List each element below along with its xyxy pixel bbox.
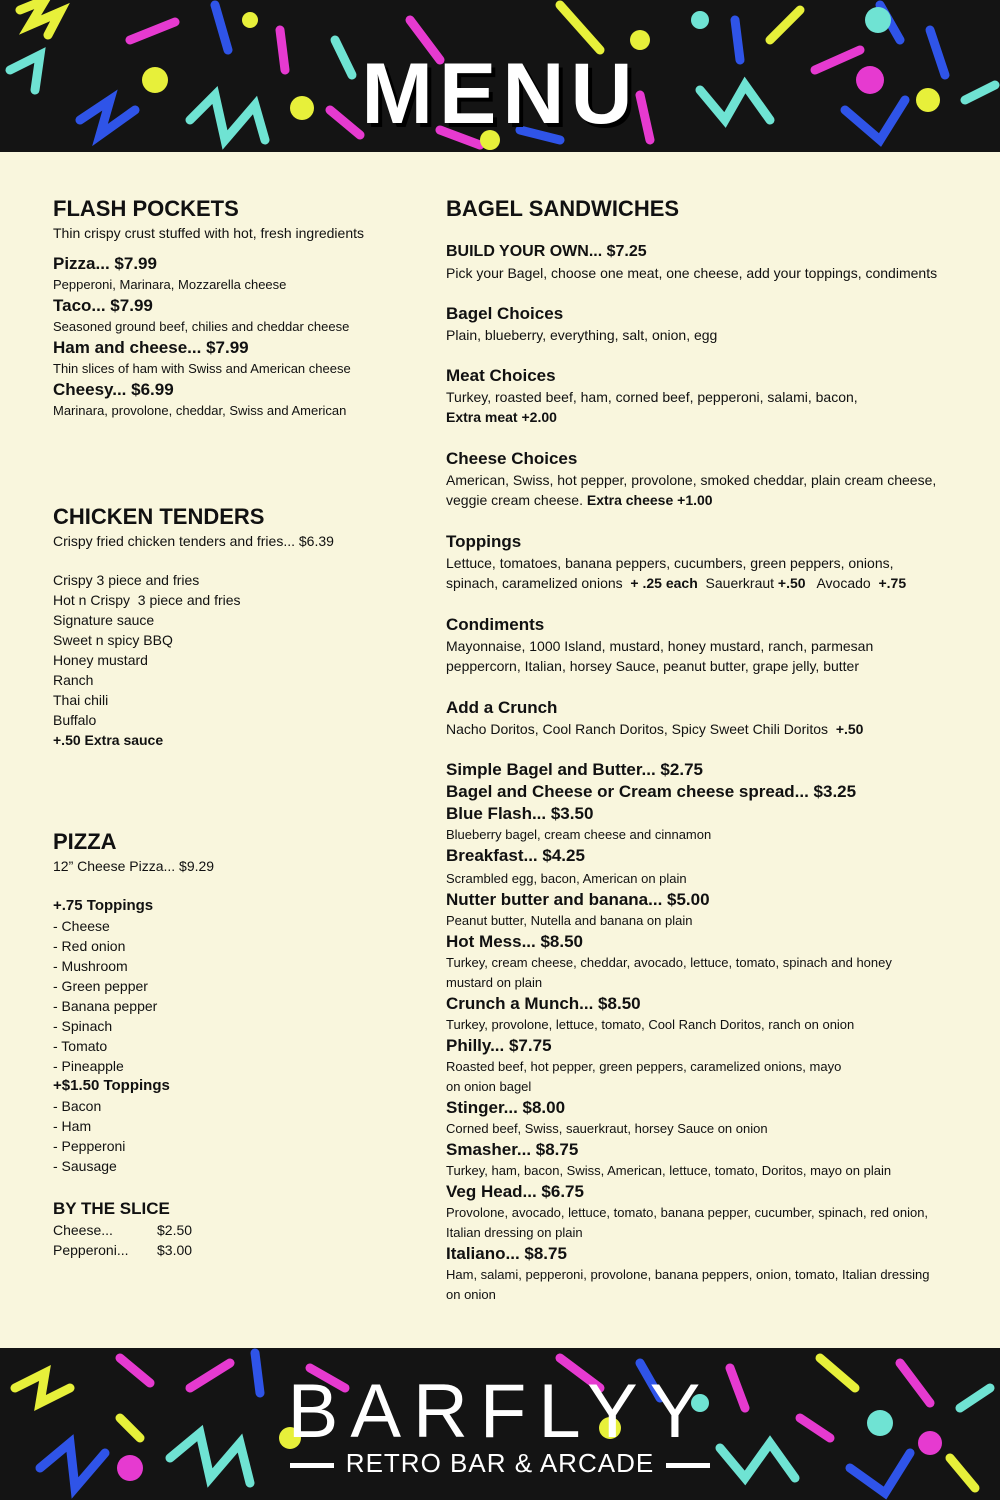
special-desc: Blueberry bagel, cream cheese and cinnamon [446, 827, 712, 842]
slice-row [53, 1240, 413, 1260]
special-desc: on onion [446, 1287, 496, 1302]
special-desc: Turkey, cream cheese, cheddar, avocado, lettuce, tomato, spinach and honey [446, 955, 892, 970]
list-item: - Spinach [53, 1018, 113, 1034]
crunch-text: Nacho Doritos, Cool Ranch Doritos, Spicy Sweet Chili Doritos [446, 721, 832, 737]
special-desc: Italian dressing on plain [446, 1225, 583, 1240]
section-title: CHICKEN TENDERS [53, 504, 265, 529]
menu-item-name: Cheesy... $6.99 [53, 380, 174, 399]
list-item: - Cheese [53, 918, 110, 934]
cheese-choices-desc-2 [446, 490, 976, 510]
header-banner [0, 0, 1000, 152]
list-item: - Ham [53, 1118, 92, 1134]
extra-cheese-price: Extra cheese +1.00 [586, 492, 713, 508]
special-desc: Provolone, avocado, lettuce, tomato, banana pepper, cucumber, spinach, red onion, [446, 1205, 929, 1220]
avocado-label: Avocado [805, 575, 875, 591]
list-item: - Red onion [53, 938, 126, 954]
special-name: Veg Head... $6.75 [446, 1182, 584, 1201]
section-title: PIZZA [53, 829, 117, 854]
by-the-slice-title: BY THE SLICE [53, 1199, 170, 1218]
special-desc: Roasted beef, hot pepper, green peppers, caramelized onions, mayo [446, 1059, 842, 1074]
special-desc: Corned beef, Swiss, sauerkraut, horsey Sauce on onion [446, 1121, 768, 1136]
extra-sauce-note: +.50 Extra sauce [53, 732, 164, 748]
special-name: Blue Flash... $3.50 [446, 804, 594, 823]
menu-item-name: Taco... $7.99 [53, 296, 153, 315]
slice-price: $3.00 [157, 1242, 193, 1258]
special-desc: Scrambled egg, bacon, American on plain [446, 871, 687, 886]
menu-item-name: Ham and cheese... $7.99 [53, 338, 249, 357]
section-subtitle: 12” Cheese Pizza... $9.29 [53, 858, 215, 874]
special-name: Italiano... $8.75 [446, 1244, 567, 1263]
special-name: Breakfast... $4.25 [446, 846, 585, 865]
build-your-own-desc: Pick your Bagel, choose one meat, one cheese, add your toppings, condiments [446, 265, 938, 281]
brand-logo: BARFLYY [287, 1369, 713, 1454]
special-name: Hot Mess... $8.50 [446, 932, 584, 951]
special-desc: mustard on plain [446, 975, 543, 990]
special-desc: Ham, salami, pepperoni, provolone, banana peppers, onion, tomato, Italian dressing [446, 1267, 930, 1282]
brand-tagline-wrap [0, 1448, 1000, 1478]
section-subtitle: Thin crispy crust stuffed with hot, fresh ingredients [53, 225, 364, 241]
list-item: - Banana pepper [53, 998, 158, 1014]
special-name: Crunch a Munch... $8.50 [446, 994, 641, 1013]
list-item: Thai chili [53, 692, 109, 708]
chicken-tenders-section [53, 503, 413, 750]
pizza-section [53, 828, 413, 1260]
add-crunch-title: Add a Crunch [446, 698, 558, 717]
list-item: - Tomato [53, 1038, 108, 1054]
extra-meat-price: Extra meat +2.00 [446, 409, 557, 425]
sauerkraut-price: +.50 [774, 575, 806, 591]
condiments-desc: Mayonnaise, 1000 Island, mustard, honey mustard, ranch, parmesan [446, 638, 874, 654]
special-desc: Turkey, provolone, lettuce, tomato, Cool Ranch Doritos, ranch on onion [446, 1017, 855, 1032]
toppings-title: Toppings [446, 532, 522, 551]
toppings-desc-2 [446, 573, 976, 593]
slice-row [53, 1220, 413, 1240]
slice-name: Cheese... [53, 1222, 113, 1238]
add-crunch-desc [446, 719, 976, 739]
divider [666, 1463, 710, 1468]
left-column [53, 195, 413, 1260]
list-item: - Mushroom [53, 958, 128, 974]
toppings-group-title: +.75 Toppings [53, 897, 154, 914]
build-your-own-title: BUILD YOUR OWN... $7.25 [446, 243, 647, 260]
cheese-choices-title: Cheese Choices [446, 449, 578, 468]
list-item: - Pineapple [53, 1058, 124, 1074]
toppings-group-title: +$1.50 Toppings [53, 1077, 170, 1094]
avocado-price: +.75 [874, 575, 907, 591]
section-title: BAGEL SANDWICHES [446, 196, 680, 221]
brand-tagline: RETRO BAR & ARCADE [345, 1448, 655, 1478]
list-item: Buffalo [53, 712, 97, 728]
list-item: - Green pepper [53, 978, 148, 994]
slice-name: Pepperoni... [53, 1242, 129, 1258]
toppings-text: spinach, caramelized onions [446, 575, 627, 591]
slice-price: $2.50 [157, 1222, 193, 1238]
menu-item-desc: Marinara, provolone, cheddar, Swiss and American [53, 403, 347, 418]
list-item: Signature sauce [53, 612, 155, 628]
simple-bagel-item: Simple Bagel and Butter... $2.75 [446, 760, 703, 779]
menu-item-name: Pizza... $7.99 [53, 254, 157, 273]
special-desc: Turkey, ham, bacon, Swiss, American, lettuce, tomato, Doritos, mayo on plain [446, 1163, 892, 1178]
section-subtitle: Crispy fried chicken tenders and fries... $6.39 [53, 533, 334, 549]
section-title: FLASH POCKETS [53, 196, 239, 221]
specials-list [446, 803, 976, 1305]
cheese-choices-desc: American, Swiss, hot pepper, provolone, smoked cheddar, plain cream cheese, [446, 472, 937, 488]
special-desc: on onion bagel [446, 1079, 532, 1094]
menu-title: MENU [361, 46, 639, 142]
toppings-each-price: + .25 each [626, 575, 698, 591]
special-name: Stinger... $8.00 [446, 1098, 566, 1117]
bagel-choices-title: Bagel Choices [446, 304, 564, 323]
list-item: - Bacon [53, 1098, 102, 1114]
special-desc: Peanut butter, Nutella and banana on plain [446, 913, 693, 928]
bagel-choices-desc: Plain, blueberry, everything, salt, onion, egg [446, 327, 718, 343]
list-item: Ranch [53, 672, 94, 688]
list-item: - Sausage [53, 1158, 117, 1174]
meat-choices-title: Meat Choices [446, 366, 556, 385]
condiments-title: Condiments [446, 615, 545, 634]
condiments-desc-2: peppercorn, Italian, horsey Sauce, peanut butter, grape jelly, butter [446, 658, 859, 674]
list-item: Hot n Crispy 3 piece and fries [53, 592, 241, 608]
flash-pockets-section [53, 195, 413, 421]
list-item: Crispy 3 piece and fries [53, 572, 200, 588]
divider [290, 1463, 334, 1468]
list-item: Honey mustard [53, 652, 148, 668]
sauerkraut-label: Sauerkraut [697, 575, 775, 591]
cheese-desc-text: veggie cream cheese. [446, 492, 583, 508]
menu-item-desc: Thin slices of ham with Swiss and American cheese [53, 361, 351, 376]
special-name: Philly... $7.75 [446, 1036, 552, 1055]
special-name: Smasher... $8.75 [446, 1140, 579, 1159]
special-name: Nutter butter and banana... $5.00 [446, 890, 710, 909]
right-column [446, 195, 976, 1305]
crunch-price: +.50 [831, 721, 864, 737]
meat-choices-desc: Turkey, roasted beef, ham, corned beef, pepperoni, salami, bacon, [446, 389, 858, 405]
toppings-desc: Lettuce, tomatoes, banana peppers, cucumbers, green peppers, onions, [446, 555, 894, 571]
menu-item-desc: Seasoned ground beef, chilies and cheddar cheese [53, 319, 350, 334]
list-item: Sweet n spicy BBQ [53, 632, 173, 648]
cheese-spread-item: Bagel and Cheese or Cream cheese spread... $3.25 [446, 782, 857, 801]
menu-item-desc: Pepperoni, Marinara, Mozzarella cheese [53, 277, 287, 292]
list-item: - Pepperoni [53, 1138, 126, 1154]
